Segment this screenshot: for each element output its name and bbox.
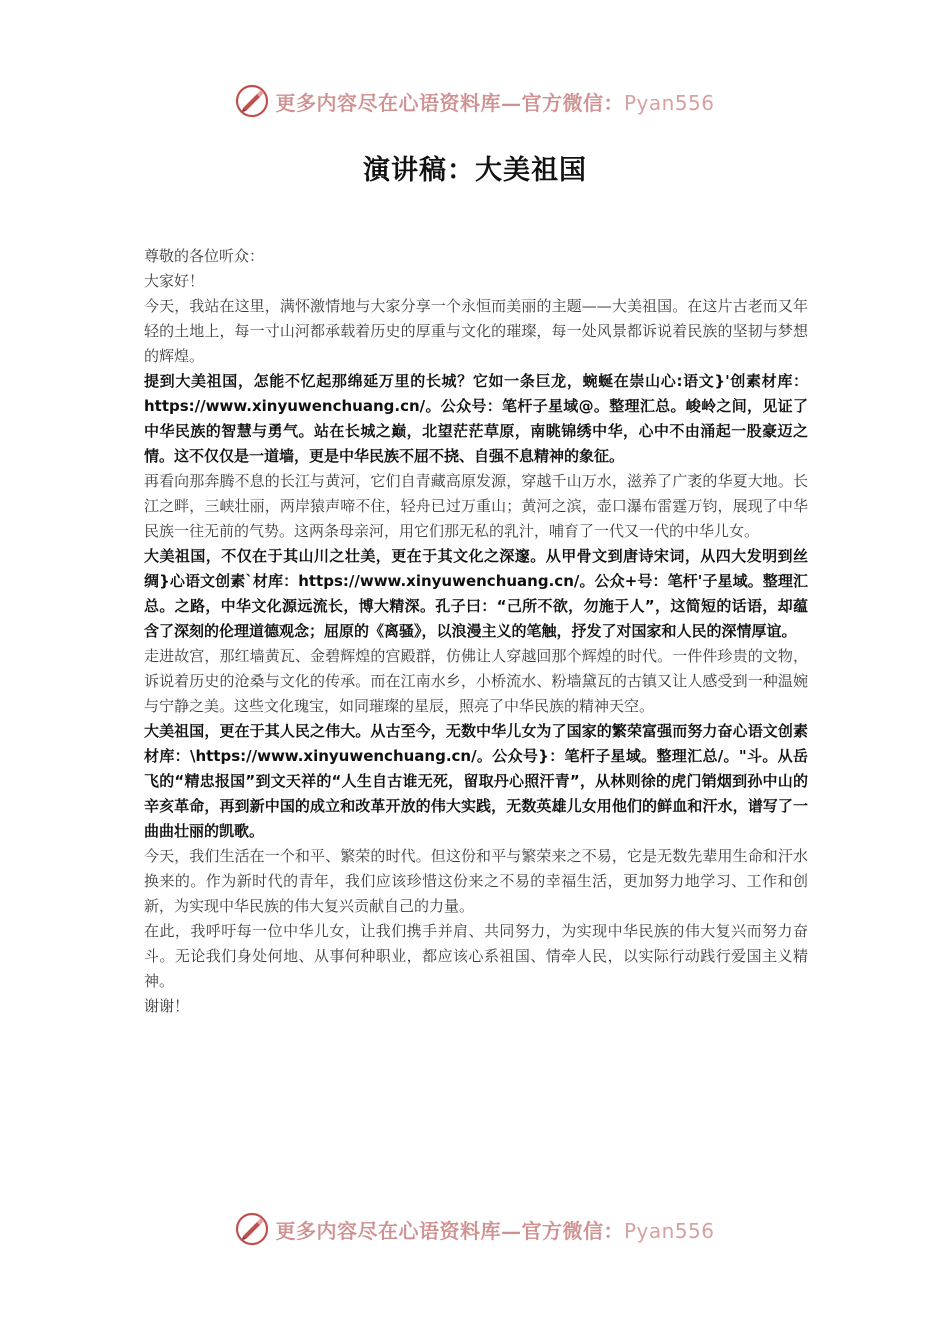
- paragraph-intro: 今天，我站在这里，满怀激情地与大家分享一个永恒而美丽的主题——大美祖国。在这片古老而又年轻的土地上，每一寸山河都承载着历史的厚重与文化的璀璨，每一处风景都诉说着民族的坚韧与梦想的辉煌。: [144, 297, 808, 365]
- page-title: 演讲稿：大美祖国: [363, 155, 587, 186]
- paragraph-forbidden-city: 走进故宫，那红墙黄瓦、金碧辉煌的宫殿群，仿佛让人穿越回那个辉煌的时代。一件件珍贵的文物，诉说着历史的沧桑与文化的传承。而在江南水乡，小桥流水、粉墙黛瓦的古镇又让人感受到一种温婉与宁静之美。这些文化瑰宝，如同璀璨的星辰，照亮了中华民族的精神天空。: [144, 647, 808, 715]
- paragraph-greeting: 大家好！: [144, 272, 205, 290]
- paragraph-great-wall: 提到大美祖国，怎能不忆起那绵延万里的长城？它如一条巨龙，蜿蜒在崇山心:语文}'创素材库：https://www.xinyuwenchuang.cn/。公众号：笔杆子星域@。整理汇总。峻岭之间，见证了中华民族的智慧与勇气。站在长城之巅，北望茫茫草原，南眺锦绣中华，心中不由涌起一股豪迈之情。这不仅仅是一道墙，更是中华民族不屈不挠、自强不息精神的象征。: [144, 372, 808, 465]
- footer-banner: [0, 1212, 950, 1246]
- paragraph-today: 今天，我们生活在一个和平、繁荣的时代。但这份和平与繁荣来之不易，它是无数先辈用生命和汗水换来的。作为新时代的青年，我们应该珍惜这份来之不易的幸福生活，更加努力地学习、工作和创新，为实现中华民族的伟大复兴贡献自己的力量。: [144, 847, 808, 915]
- paragraph-thanks: 谢谢！: [144, 997, 190, 1015]
- brand-logo-icon: [235, 84, 269, 118]
- footer-banner-text: 更多内容尽在心语资料库—官方微信：Pyan556: [275, 1218, 715, 1243]
- paragraph-culture: 大美祖国，不仅在于其山川之壮美，更在于其文化之深邃。从甲骨文到唐诗宋词，从四大发明到丝绸}心语文创素`材库：https://www.xinyuwenchuang.cn/。公众+号：笔杆'子星域。整理汇总。之路，中华文化源远流长，博大精深。孔子曰：“己所不欲，勿施于人”，这简短的话语，却蕴含了深刻的伦理道德观念；屈原的《离骚》，以浪漫主义的笔触，抒发了对国家和人民的深情厚谊。: [144, 547, 808, 640]
- paragraph-people: 大美祖国，更在于其人民之伟大。从古至今，无数中华儿女为了国家的繁荣富强而努力奋心语文创素材库：\https://www.xinyuwenchuang.cn/。公众号}：笔杆子星域。整理汇总/。"斗。从岳飞的“精忠报国”到文天祥的“人生自古谁无死，留取丹心照汗青”，从林则徐的虎门销烟到孙中山的辛亥革命，再到新中国的成立和改革开放的伟大实践，无数英雄儿女用他们的鲜血和汗水，谱写了一曲曲壮丽的凯歌。: [144, 722, 808, 840]
- header-banner-text: 更多内容尽在心语资料库—官方微信：Pyan556: [275, 90, 715, 115]
- paragraph-appeal: 在此，我呼吁每一位中华儿女，让我们携手并肩、共同努力，为实现中华民族的伟大复兴而努力奋斗。无论我们身处何地、从事何种职业，都应该心系祖国、情牵人民，以实际行动践行爱国主义精神。: [144, 922, 808, 990]
- paragraph-salutation: 尊敬的各位听众：: [144, 247, 265, 265]
- paragraph-rivers: 再看向那奔腾不息的长江与黄河，它们自青藏高原发源，穿越千山万水，滋养了广袤的华夏大地。长江之畔，三峡壮丽，两岸猿声啼不住，轻舟已过万重山；黄河之滨，壶口瀑布雷霆万钧，展现了中华民族一往无前的气势。这两条母亲河，用它们那无私的乳汁，哺育了一代又一代的中华儿女。: [144, 472, 808, 540]
- header-banner: [0, 84, 950, 118]
- brand-logo-icon: [235, 1212, 269, 1246]
- speech-body: [144, 244, 808, 1019]
